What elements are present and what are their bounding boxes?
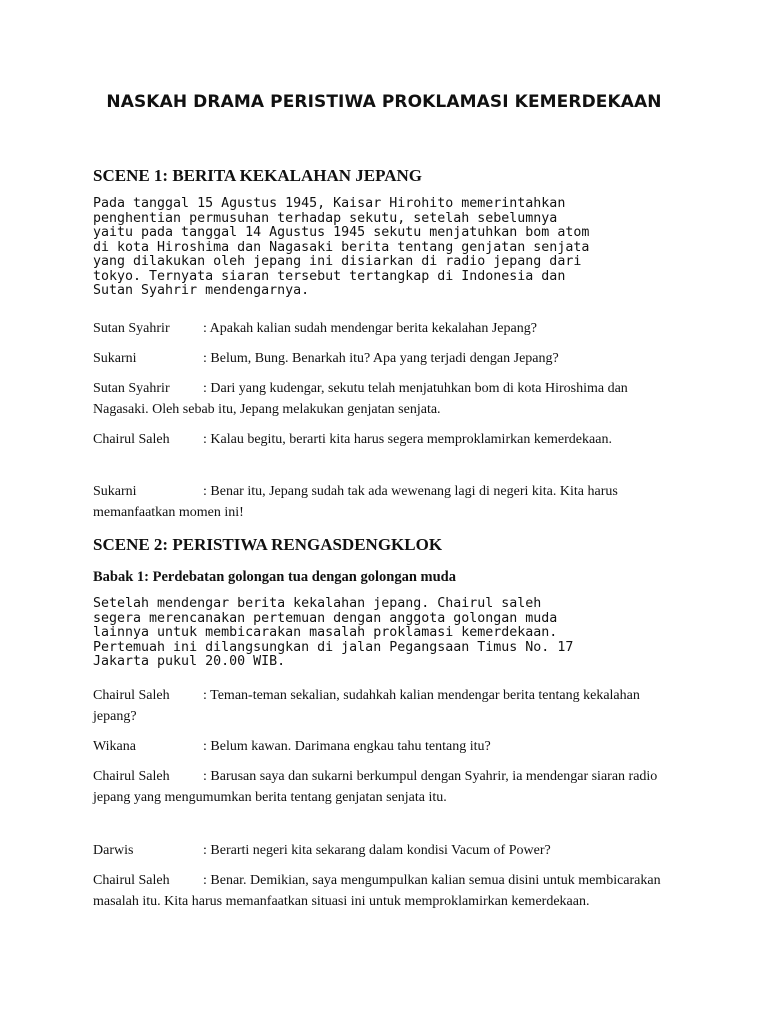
dialogue-text: : Belum kawan. Darimana engkau tahu tentang itu?: [203, 739, 491, 754]
dialogue-text: : Barusan saya dan sukarni berkumpul dengan Syahrir, ia mendengar siaran radio jepang yang mengumumkan berita tentang genjatan senjata itu.: [93, 769, 658, 805]
document-title: NASKAH DRAMA PERISTIWA PROKLAMASI KEMERDEKAAN: [106, 92, 662, 112]
dialogue-text: : Apakah kalian sudah mendengar berita kekalahan Jepang?: [203, 321, 537, 336]
scene-1-heading: SCENE 1: BERITA KEKALAHAN JEPANG: [93, 166, 423, 185]
dialogue-line: [93, 378, 683, 420]
dialogue-text: : Kalau begitu, berarti kita harus segera memproklamirkan kemerdekaan.: [203, 432, 612, 447]
dialogue-text: : Benar itu, Jepang sudah tak ada wewenang lagi di negeri kita. Kita harus memanfaatkan momen ini!: [93, 484, 618, 520]
speaker-name: Wikana: [93, 739, 136, 754]
dialogue-line: [93, 348, 683, 369]
dialogue-text: : Benar. Demikian, saya mengumpulkan kalian semua disini untuk membicarakan masalah itu. Kita harus memanfaatkan situasi ini untuk memproklamirkan kemerdekaan.: [93, 873, 661, 909]
scene-1-narration: Pada tanggal 15 Agustus 1945, Kaisar Hirohito memerintahkan penghentian permusuhan terhadap sekutu, setelah sebelumnya yaitu pada tanggal 14 Agustus 1945 sekutu menjatuhkan bom atom di kota Hiroshima dan Nagasaki berita tentang genjatan senjata yang dilakukan oleh jepang ini disiarkan di radio jepang dari tokyo. Ternyata siaran tersebut tertangkap di Indonesia dan Sutan Syahrir mendengarnya.: [93, 196, 590, 298]
speaker-name: Sutan Syahrir: [93, 381, 170, 396]
dialogue-line: [93, 481, 683, 523]
dialogue-line: [93, 766, 683, 808]
dialogue-line: [93, 318, 683, 339]
speaker-name: Sutan Syahrir: [93, 321, 170, 336]
dialogue-line: [93, 685, 683, 727]
speaker-name: Sukarni: [93, 484, 137, 499]
babak-1-heading: Babak 1: Perdebatan golongan tua dengan golongan muda: [93, 569, 456, 585]
dialogue-text: : Belum, Bung. Benarkah itu? Apa yang terjadi dengan Jepang?: [203, 351, 559, 366]
scene-2-narration: Setelah mendengar berita kekalahan jepang. Chairul saleh segera merencanakan pertemuan dengan anggota golongan muda lainnya untuk membicarakan masalah proklamasi kemerdekaan. Pertemuah ini dilangsungkan di jalan Pegangsaan Timus No. 17 Jakarta pukul 20.00 WIB.: [93, 596, 574, 669]
speaker-name: Chairul Saleh: [93, 688, 170, 703]
scene-2-heading: SCENE 2: PERISTIWA RENGASDENGKLOK: [93, 535, 443, 554]
speaker-name: Darwis: [93, 843, 134, 858]
speaker-name: Chairul Saleh: [93, 769, 170, 784]
dialogue-line: [93, 870, 683, 912]
dialogue-text: : Dari yang kudengar, sekutu telah menjatuhkan bom di kota Hiroshima dan Nagasaki. Oleh sebab itu, Jepang melakukan genjatan senjata.: [93, 381, 628, 417]
speaker-name: Chairul Saleh: [93, 873, 170, 888]
dialogue-text: : Teman-teman sekalian, sudahkah kalian mendengar berita tentang kekalahan jepang?: [93, 688, 640, 724]
dialogue-line: [93, 736, 683, 757]
speaker-name: Sukarni: [93, 351, 137, 366]
dialogue-line: [93, 429, 683, 450]
speaker-name: Chairul Saleh: [93, 432, 170, 447]
dialogue-text: : Berarti negeri kita sekarang dalam kondisi Vacum of Power?: [203, 843, 551, 858]
dialogue-line: [93, 840, 683, 861]
